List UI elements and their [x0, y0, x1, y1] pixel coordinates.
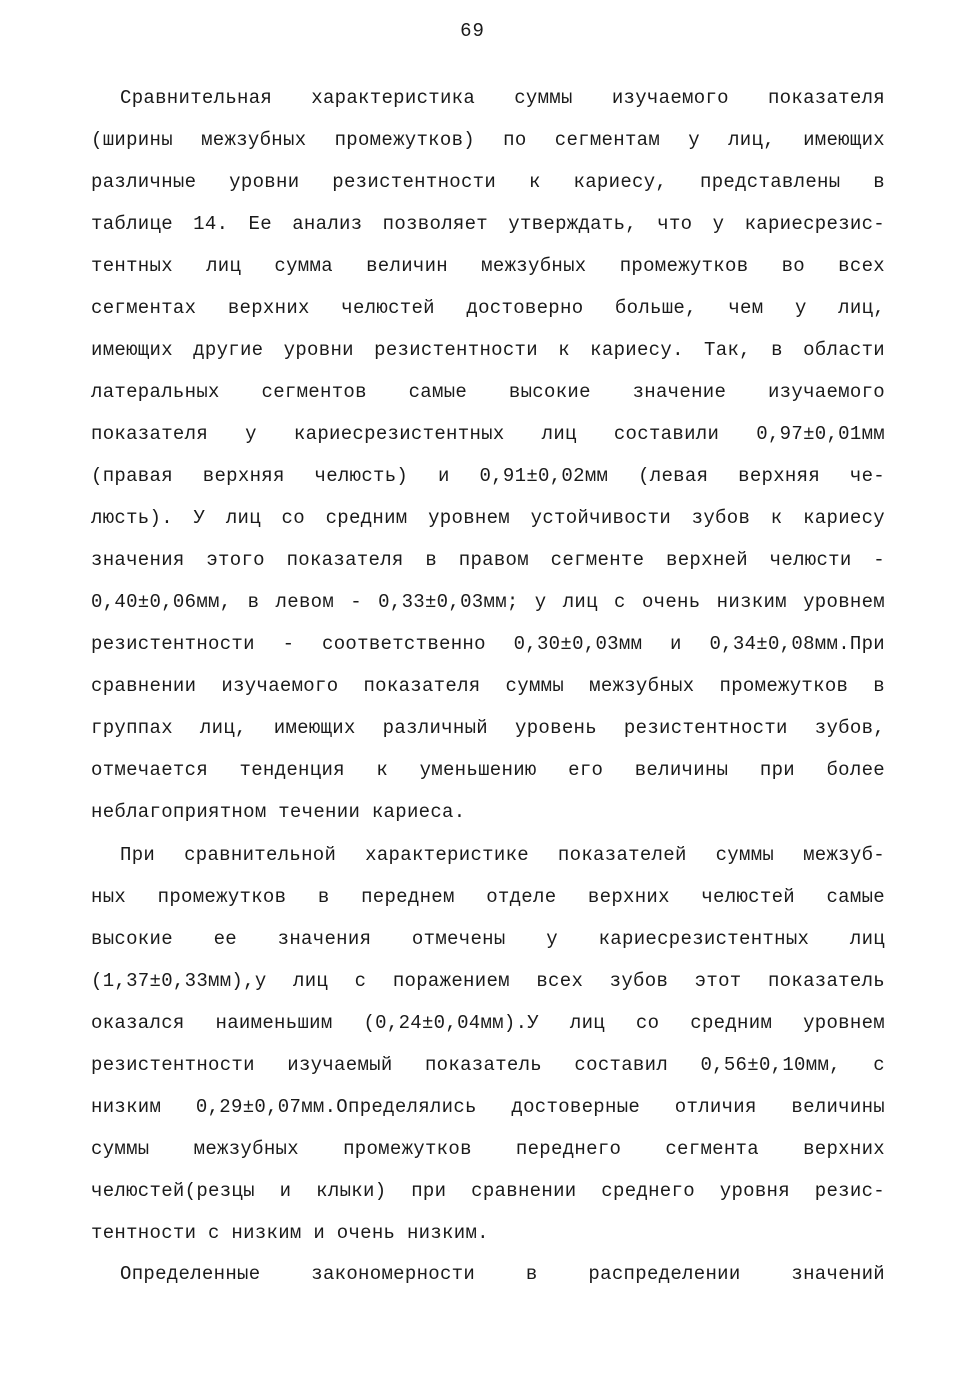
text-line: различные уровни резистентности к кариесу, представлены в: [91, 171, 885, 193]
text-line: резистентности изучаемый показатель составил 0,56±0,10мм, с: [91, 1054, 885, 1076]
text-line: При сравнительной характеристике показателей суммы межзуб-: [120, 844, 885, 866]
text-line: ных промежутков в переднем отделе верхних челюстей самые: [91, 886, 885, 908]
text-line: челюстей(резцы и клыки) при сравнении среднего уровня резис-: [91, 1180, 885, 1202]
text-line: (ширины межзубных промежутков) по сегментам у лиц, имеющих: [91, 129, 885, 151]
text-line: суммы межзубных промежутков переднего сегмента верхних: [91, 1138, 885, 1160]
text-line: (правая верхняя челюсть) и 0,91±0,02мм (левая верхняя че-: [91, 465, 885, 487]
text-line: Сравнительная характеристика суммы изучаемого показателя: [120, 87, 885, 109]
text-line: значения этого показателя в правом сегменте верхней челюсти -: [91, 549, 885, 571]
text-line: оказался наименьшим (0,24±0,04мм).У лиц со средним уровнем: [91, 1012, 885, 1034]
text-line: группах лиц, имеющих различный уровень резистентности зубов,: [91, 717, 885, 739]
text-line: низким 0,29±0,07мм.Определялись достоверные отличия величины: [91, 1096, 885, 1118]
text-line: показателя у кариесрезистентных лиц составили 0,97±0,01мм: [91, 423, 885, 445]
text-line: сравнении изучаемого показателя суммы межзубных промежутков в: [91, 675, 885, 697]
text-line: 0,40±0,06мм, в левом - 0,33±0,03мм; у лиц с очень низким уровнем: [91, 591, 885, 613]
text-line: Определенные закономерности в распределении значений: [120, 1263, 885, 1285]
text-line: таблице 14. Ее анализ позволяет утверждать, что у кариесрезис-: [91, 213, 885, 235]
text-line: неблагоприятном течении кариеса.: [91, 801, 466, 823]
text-line: тентности с низким и очень низким.: [91, 1222, 489, 1244]
page-number: 69: [460, 20, 485, 42]
text-line: люсть). У лиц со средним уровнем устойчивости зубов к кариесу: [91, 507, 885, 529]
text-line: резистентности - соответственно 0,30±0,03мм и 0,34±0,08мм.При: [91, 633, 885, 655]
text-line: сегментах верхних челюстей достоверно больше, чем у лиц,: [91, 297, 885, 319]
text-line: латеральных сегментов самые высокие значение изучаемого: [91, 381, 885, 403]
text-line: имеющих другие уровни резистентности к кариесу. Так, в области: [91, 339, 885, 361]
text-line: высокие ее значения отмечены у кариесрезистентных лиц: [91, 928, 885, 950]
text-line: тентных лиц сумма величин межзубных промежутков во всех: [91, 255, 885, 277]
text-line: (1,37±0,33мм),у лиц с поражением всех зубов этот показатель: [91, 970, 885, 992]
text-line: отмечается тенденция к уменьшению его величины при более: [91, 759, 885, 781]
